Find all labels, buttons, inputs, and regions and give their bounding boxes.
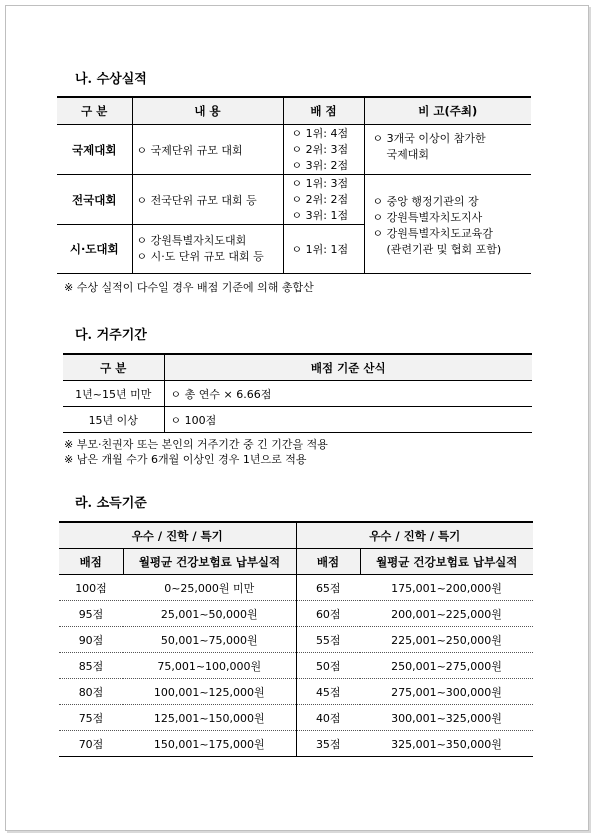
cell-premium: 275,001~300,000원: [360, 679, 533, 705]
cell-premium: 200,001~225,000원: [360, 601, 533, 627]
subheader-premium: 월평균 건강보험료 납부실적: [360, 549, 533, 575]
cell-points: 100점: [59, 575, 123, 601]
category-national: 전국대회: [57, 175, 132, 225]
section-title-income: 라. 소득기준: [75, 496, 147, 511]
points-line: ㅇ 2위: 2점: [291, 192, 349, 206]
cell-premium: 325,001~350,000원: [360, 731, 533, 757]
cell-points: 55점: [296, 627, 360, 653]
points-national: [283, 175, 364, 225]
content-provincial: [132, 225, 283, 274]
residence-notes: [64, 437, 328, 467]
residence-formula: ㅇ 100점: [164, 407, 532, 433]
remark-line: (관련기관 및 협회 포함): [386, 243, 502, 256]
income-table: [59, 521, 533, 757]
section-title-residence: 다. 거주기간: [75, 328, 147, 343]
points-international: [283, 125, 364, 175]
header-category: 구 분: [57, 97, 132, 125]
header-content: 내 용: [132, 97, 283, 125]
cell-premium: 25,001~50,000원: [123, 601, 296, 627]
category-international: 국제대회: [57, 125, 132, 175]
subheader-points: 배점: [296, 549, 360, 575]
cell-points: 90점: [59, 627, 123, 653]
content-international: ㅇ 국제단위 규모 대회: [132, 125, 283, 175]
cell-points: 50점: [296, 653, 360, 679]
header-formula: 배점 기준 산식: [164, 354, 532, 381]
cell-premium: 300,001~325,000원: [360, 705, 533, 731]
table-row: [59, 627, 533, 653]
cell-premium: 50,001~75,000원: [123, 627, 296, 653]
group-header-right: 우수 / 진학 / 특기: [296, 522, 533, 549]
residence-formula: ㅇ 총 연수 × 6.66점: [164, 381, 532, 407]
remark-shared: [364, 175, 531, 274]
cell-premium: 0~25,000원 미만: [123, 575, 296, 601]
residence-category: 1년~15년 미만: [63, 381, 164, 407]
cell-points: 35점: [296, 731, 360, 757]
cell-premium: 125,001~150,000원: [123, 705, 296, 731]
table-row: [59, 705, 533, 731]
points-line: ㅇ 1위: 4점: [291, 126, 349, 140]
table-row: [59, 575, 533, 601]
cell-points: 95점: [59, 601, 123, 627]
points-line: ㅇ 2위: 3점: [291, 142, 349, 156]
points-provincial: ㅇ 1위: 1점: [283, 225, 364, 274]
section-title-awards: 나. 수상실적: [75, 72, 147, 87]
content-line: ㅇ 강원특별자치도대회: [136, 234, 247, 247]
cell-points: 60점: [296, 601, 360, 627]
remark-line: ㅇ 3개국 이상이 참가한: [372, 132, 486, 145]
cell-premium: 150,001~175,000원: [123, 731, 296, 757]
category-provincial: 시·도대회: [57, 225, 132, 274]
cell-points: 65점: [296, 575, 360, 601]
cell-premium: 100,001~125,000원: [123, 679, 296, 705]
cell-points: 40점: [296, 705, 360, 731]
header-remark: 비 고(주최): [364, 97, 531, 125]
content-national: ㅇ 전국단위 규모 대회 등: [132, 175, 283, 225]
awards-note: ※ 수상 실적이 다수일 경우 배점 기준에 의해 총합산: [64, 281, 314, 294]
points-line: ㅇ 3위: 1점: [291, 208, 349, 222]
remark-line: 국제대회: [386, 148, 430, 161]
points-line: ㅇ 3위: 2점: [291, 158, 349, 172]
cell-points: 85점: [59, 653, 123, 679]
group-header-left: 우수 / 진학 / 특기: [59, 522, 296, 549]
residence-category: 15년 이상: [63, 407, 164, 433]
awards-table: [57, 96, 531, 274]
header-category: 구 분: [63, 354, 164, 381]
cell-premium: 175,001~200,000원: [360, 575, 533, 601]
cell-premium: 250,001~275,000원: [360, 653, 533, 679]
subheader-premium: 월평균 건강보험료 납부실적: [123, 549, 296, 575]
header-points: 배 점: [283, 97, 364, 125]
remark-international: [364, 125, 531, 175]
table-row: [59, 653, 533, 679]
table-row: [59, 601, 533, 627]
cell-points: 70점: [59, 731, 123, 757]
points-line: ㅇ 1위: 3점: [291, 176, 349, 190]
cell-premium: 225,001~250,000원: [360, 627, 533, 653]
cell-points: 80점: [59, 679, 123, 705]
cell-points: 45점: [296, 679, 360, 705]
remark-line: ㅇ 강원특별자치도지사: [372, 211, 483, 224]
note-line: ※ 남은 개월 수가 6개월 이상인 경우 1년으로 적용: [64, 453, 307, 466]
remark-line: ㅇ 중앙 행정기관의 장: [372, 195, 479, 208]
residence-table: [63, 353, 532, 433]
content-line: ㅇ 시·도 단위 규모 대회 등: [136, 250, 264, 263]
cell-premium: 75,001~100,000원: [123, 653, 296, 679]
note-line: ※ 부모·친권자 또는 본인의 거주기간 중 긴 기간을 적용: [64, 438, 328, 451]
table-row: [59, 731, 533, 757]
remark-line: ㅇ 강원특별자치도교육감: [372, 227, 493, 240]
table-row: [59, 679, 533, 705]
cell-points: 75점: [59, 705, 123, 731]
subheader-points: 배점: [59, 549, 123, 575]
